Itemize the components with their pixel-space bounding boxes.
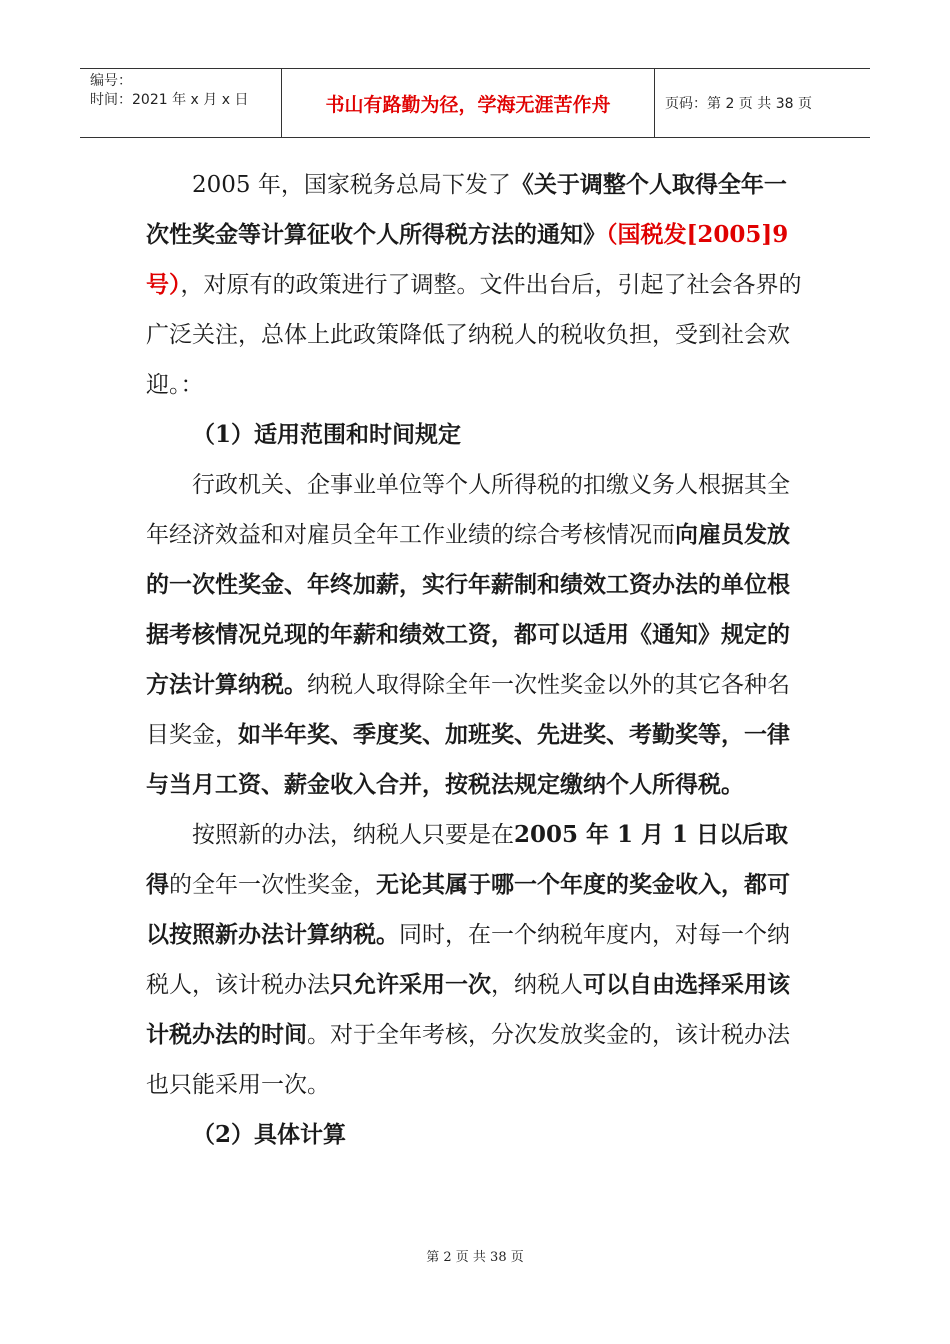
section-heading-scope: （1）适用范围和时间规定 xyxy=(192,421,462,448)
emphasis-run: 无论其属于哪一个年度的奖金收入，都可以按照新办法计算纳税。 xyxy=(146,871,790,948)
emphasis-run: 只允许采用一次 xyxy=(330,971,491,998)
text-run: ，纳税人 xyxy=(491,972,583,998)
text-run: 。对于全年考核，分次发放奖金的，该计税办法也只能采用一次。 xyxy=(146,1022,790,1098)
section-heading-calculation: （2）具体计算 xyxy=(192,1121,347,1148)
document-date-label: 时间：2021 年 x 月 x 日 xyxy=(90,92,249,108)
emphasis-run: 2005 年 1 月 1 日以后取得 xyxy=(146,821,789,898)
header-meta xyxy=(80,69,282,137)
text-run: ，对原有的政策进行了调整。文件出台后，引起了社会各界的广泛关注，总体上此政策降低了纳税人的税收负担，受到社会欢迎。： xyxy=(146,272,802,398)
document-body xyxy=(146,160,806,1160)
text-run: 的全年一次性奖金， xyxy=(169,872,376,898)
text-run: 按照新的办法，纳税人只要是在 xyxy=(192,822,514,848)
emphasis-run: 如半年奖、季度奖、加班奖、先进奖、考勤奖等，一律与当月工资、薪金收入合并，按税法规定缴纳个人所得税。 xyxy=(146,721,790,798)
text-run: 2005 年，国家税务总局下发了 xyxy=(192,172,511,198)
document-header xyxy=(80,68,870,138)
page-footer: 第 2 页 共 38 页 xyxy=(426,1250,524,1265)
header-page-info: 页码：第 2 页 共 38 页 xyxy=(665,96,812,112)
emphasis-run: 可以自由选择采用该计税办法的时间 xyxy=(146,971,790,1048)
paragraph-scope xyxy=(146,460,806,810)
document-number-label: 编号： xyxy=(90,73,132,89)
paragraph-new-method xyxy=(146,810,806,1110)
document-title-ref: 《关于调整个人取得全年一次性奖金等计算征收个人所得税方法的通知》 xyxy=(146,171,787,248)
text-run: 同时，在一个纳税年度内，对每一个纳税人，该计税办法 xyxy=(146,922,790,998)
emphasis-run: 向雇员发放的一次性奖金、年终加薪，实行年薪制和绩效工资办法的单位根据考核情况兑现的年薪和绩效工资，都可以适用《通知》规定的方法计算纳税。 xyxy=(146,521,790,698)
header-motto: 书山有路勤为径，学海无涯苦作舟 xyxy=(282,69,655,137)
document-code-ref: （国税发[2005]9 号） xyxy=(146,221,789,298)
paragraph-intro xyxy=(146,160,806,410)
text-run: 纳税人取得除全年一次性奖金以外的其它各种名目奖金， xyxy=(146,672,790,748)
text-run: 行政机关、企事业单位等个人所得税的扣缴义务人根据其全年经济效益和对雇员全年工作业绩的综合考核情况而 xyxy=(146,472,790,548)
